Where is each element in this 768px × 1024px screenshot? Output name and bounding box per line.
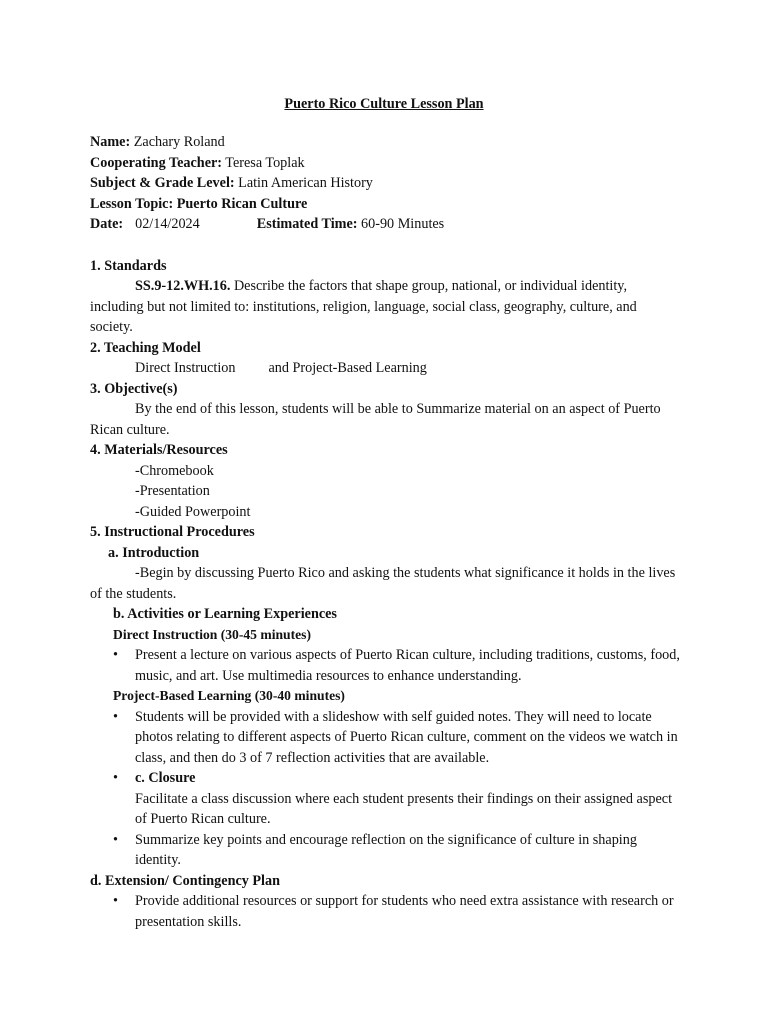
list-item: • Summarize key points and encourage reflection on the significance of culture in shaping identity. xyxy=(113,831,637,868)
topic-line xyxy=(90,194,680,215)
bullet-icon: • xyxy=(113,893,118,909)
closure-list xyxy=(90,830,680,871)
list-item: • Provide additional resources or support for students who need extra assistance with research or presentation skills. xyxy=(113,893,674,930)
standards-text: SS.9-12.WH.16. Describe the factors that shape group, national, or individual identity, including but not limited to: institutions, religion, language, social class, geography, culture, and society. xyxy=(90,278,637,335)
teacher-line xyxy=(90,153,680,174)
closure-text: Facilitate a class discussion where each student presents their findings on their assigned aspect of Puerto Rican culture. xyxy=(135,790,673,827)
subject-label: Subject & Grade Level: xyxy=(90,175,235,191)
activities-heading: b. Activities or Learning Experiences xyxy=(113,606,337,622)
date-value: 02/14/2024 xyxy=(135,216,200,232)
material-item: -Guided Powerpoint xyxy=(135,503,251,520)
material-item: -Presentation xyxy=(135,483,210,499)
time-label: Estimated Time: xyxy=(256,216,358,232)
standards-code: SS.9-12.WH.16. xyxy=(135,278,231,294)
introduction-heading: a. Introduction xyxy=(108,544,200,561)
bullet-icon: • xyxy=(113,831,118,848)
bullet-icon: • xyxy=(113,708,118,725)
teaching-model-heading: 2. Teaching Model xyxy=(90,339,201,356)
list-item: • Students will be provided with a slideshow with self guided notes. They will need to locate photos relating to different aspects of Puerto Rican culture, comment on the videos we watch in class, and then do 3 of 7 reflection activities that are available. xyxy=(113,708,678,766)
document-body xyxy=(90,132,680,932)
list-item: • Present a lecture on various aspects of Puerto Rican culture, including traditions, customs, food, music, and art. Use multimedia resources to enhance understanding. xyxy=(113,647,680,684)
list-item xyxy=(90,768,680,789)
name-value: Zachary Roland xyxy=(130,134,225,150)
introduction-text: -Begin by discussing Puerto Rico and asking the students what significance it holds in the lives of the students. xyxy=(90,565,676,602)
date-line xyxy=(90,214,680,235)
pbl-heading: Project-Based Learning (30-40 minutes) xyxy=(113,688,345,703)
bullet-icon: • xyxy=(113,647,118,663)
pbl-list xyxy=(90,707,680,789)
materials-heading: 4. Materials/Resources xyxy=(90,442,228,458)
standards-heading: 1. Standards xyxy=(90,257,167,274)
material-item: -Chromebook xyxy=(135,462,214,479)
teaching-model-text: Direct Instruction and Project-Based Learning xyxy=(135,360,427,376)
time-value: 60-90 Minutes xyxy=(357,216,445,232)
bullet-icon: • xyxy=(113,770,118,786)
direct-instruction-list xyxy=(90,645,680,686)
procedures-heading: 5. Instructional Procedures xyxy=(90,524,255,540)
subject-line xyxy=(90,173,680,194)
date-label: Date: xyxy=(90,216,124,232)
extension-heading: d. Extension/ Contingency Plan xyxy=(90,872,280,889)
objectives-heading: 3. Objective(s) xyxy=(90,380,178,397)
closure-heading: c. Closure xyxy=(135,770,196,786)
topic-label: Lesson Topic: Puerto Rican Culture xyxy=(90,195,308,212)
direct-instruction-heading: Direct Instruction (30-45 minutes) xyxy=(113,626,311,642)
name-label: Name: xyxy=(90,134,131,150)
teacher-label: Cooperating Teacher: xyxy=(90,154,223,171)
teacher-value: Teresa Toplak xyxy=(222,154,305,171)
name-line xyxy=(90,132,680,153)
subject-value: Latin American History xyxy=(234,175,373,191)
objectives-text: By the end of this lesson, students will be able to Summarize material on an aspect of Puerto Rican culture. xyxy=(90,401,661,438)
page-title: Puerto Rico Culture Lesson Plan xyxy=(284,96,484,112)
extension-list xyxy=(90,891,680,932)
